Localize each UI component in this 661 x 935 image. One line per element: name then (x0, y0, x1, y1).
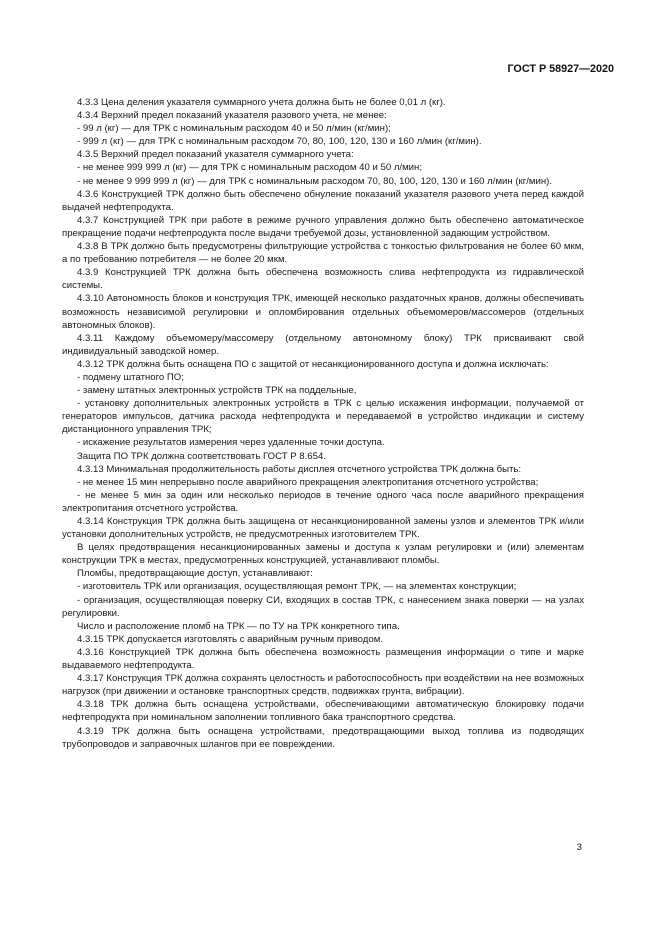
list-item: - 999 л (кг) — для ТРК с номинальным расходом 70, 80, 100, 120, 130 и 160 л/мин (кг/мин). (77, 136, 482, 148)
list-item: - организация, осуществляющая поверку СИ, входящих в состав ТРК, с нанесением знака поверки — на узлах регулировки. (62, 594, 584, 619)
paragraph-text: Пломбы, предотвращающие доступ, устанавливают: (77, 568, 313, 580)
paragraph-4-3-15: 4.3.15 ТРК допускается изготовлять с аварийным ручным приводом. (77, 633, 383, 645)
page-number: 3 (576, 842, 582, 853)
list-item: - 99 л (кг) — для ТРК с номинальным расходом 40 и 50 л/мин (кг/мин); (77, 123, 391, 135)
paragraph-4-3-14: 4.3.14 Конструкция ТРК должна быть защищена от несанкционированной замены узлов и элементов ТРК и/или установки дополнительных устройств, не предусмотренных изготовителем ТРК. (62, 516, 584, 541)
list-item: - установку дополнительных электронных устройств в ТРК с целью искажения информации, получаемой от генераторов импульсов, датчика расхода нефтепродукта и передаваемой в устройство индикации и систему дистанционного управления ТРК; (62, 398, 584, 436)
paragraph-4-3-8: 4.3.8 В ТРК должно быть предусмотрены фильтрующие устройства с тонкостью фильтрования не более 60 мкм, а по требованию потребителя — не более 20 мкм. (62, 241, 584, 266)
list-item: - не менее 9 999 999 л (кг) — для ТРК с номинальным расходом 70, 80, 100, 120, 130 и 160 л/мин (кг/мин). (77, 175, 553, 187)
paragraph-4-3-16: 4.3.16 Конструкцией ТРК должна быть обеспечена возможность размещения информации о типе и марке выдаваемого нефтепродукта. (62, 646, 584, 672)
paragraph-text: Число и расположение пломб на ТРК — по ТУ на ТРК конкретного типа. (77, 620, 400, 632)
list-item: - искажение результатов измерения через удаленные точки доступа. (77, 437, 385, 449)
paragraph-4-3-5: 4.3.5 Верхний предел показаний указателя суммарного учета: (77, 149, 354, 161)
list-item: - изготовитель ТРК или организация, осуществляющая ремонт ТРК, — на элементах конструкции; (77, 581, 517, 593)
list-item: - подмену штатного ПО; (77, 371, 184, 383)
paragraph-4-3-9: 4.3.9 Конструкцией ТРК должна быть обеспечена возможность слива нефтепродукта из гидравлической системы. (62, 267, 584, 292)
document-body (62, 96, 584, 751)
paragraph-4-3-12: 4.3.12 ТРК должна быть оснащена ПО с защитой от несанкционированного доступа и должна исключать: (77, 358, 549, 370)
paragraph-4-3-19: 4.3.19 ТРК должна быть оснащена устройствами, предотвращающими выход топлива из подводящих трубопроводов и заправочных шлангов при ее повреждении. (62, 725, 584, 750)
paragraph-4-3-3: 4.3.3 Цена деления указателя суммарного учета должна быть не более 0,01 л (кг). (77, 97, 446, 108)
paragraph-4-3-7: 4.3.7 Конструкцией ТРК при работе в режиме ручного управления должно быть обеспечено автоматическое прекращение подачи нефтепродукта после выдачи требуемой дозы, установленной задающим устройством. (62, 214, 584, 239)
list-item: - не менее 15 мин непрерывно после аварийного прекращения электропитания отсчетного устройства; (77, 476, 539, 488)
list-item: - замену штатных электронных устройств ТРК на поддельные, (77, 385, 357, 397)
list-item: - не менее 5 мин за один или несколько периодов в течение одного часа после аварийного прекращения электропитания отсчетного устройства. (62, 489, 584, 514)
paragraph-4-3-11: 4.3.11 Каждому объемомеру/массомеру (отдельному автономному блоку) ТРК присваивают свой индивидуальный заводской номер. (62, 332, 584, 357)
paragraph-4-3-18: 4.3.18 ТРК должна быть оснащена устройствами, обеспечивающими автоматическую блокировку подачи нефтепродукта при номинальном заполнении топливного бака транспортного средства. (62, 699, 584, 724)
paragraph-4-3-4: 4.3.4 Верхний предел показаний указателя разового учета, не менее: (77, 110, 387, 122)
paragraph-4-3-13: 4.3.13 Минимальная продолжительность работы дисплея отсчетного устройства ТРК должна быть: (77, 463, 522, 475)
paragraph-4-3-6: 4.3.6 Конструкцией ТРК должно быть обеспечено обнуление показаний указателя разового учета перед каждой выдачей нефтепродукта. (62, 188, 584, 213)
standard-header: ГОСТ Р 58927—2020 (507, 63, 614, 75)
paragraph-text: Защита ПО ТРК должна соответствовать ГОСТ Р 8.654. (77, 450, 326, 462)
paragraph-4-3-10: 4.3.10 Автономность блоков и конструкция ТРК, имеющей несколько раздаточных кранов, должны обеспечивать возможность независимой регулировки и опломбирования отдельных объемомеров/массомеров (отдельных автономных блоков). (62, 293, 584, 331)
paragraph-4-3-17: 4.3.17 Конструкция ТРК должна сохранять целостность и работоспособность при воздействии на нее возможных нагрузок (при движении и остановке транспортных средств, подвижках грунта, вибрации). (62, 673, 584, 698)
list-item: - не менее 999 999 л (кг) — для ТРК с номинальным расходом 40 и 50 л/мин; (77, 162, 423, 174)
paragraph-text: В целях предотвращения несанкционированных замены и доступа к узлам регулировки и (или) элементам конструкции ТРК в местах, предусмотренных конструкцией, устанавливают пломбы. (62, 542, 584, 567)
